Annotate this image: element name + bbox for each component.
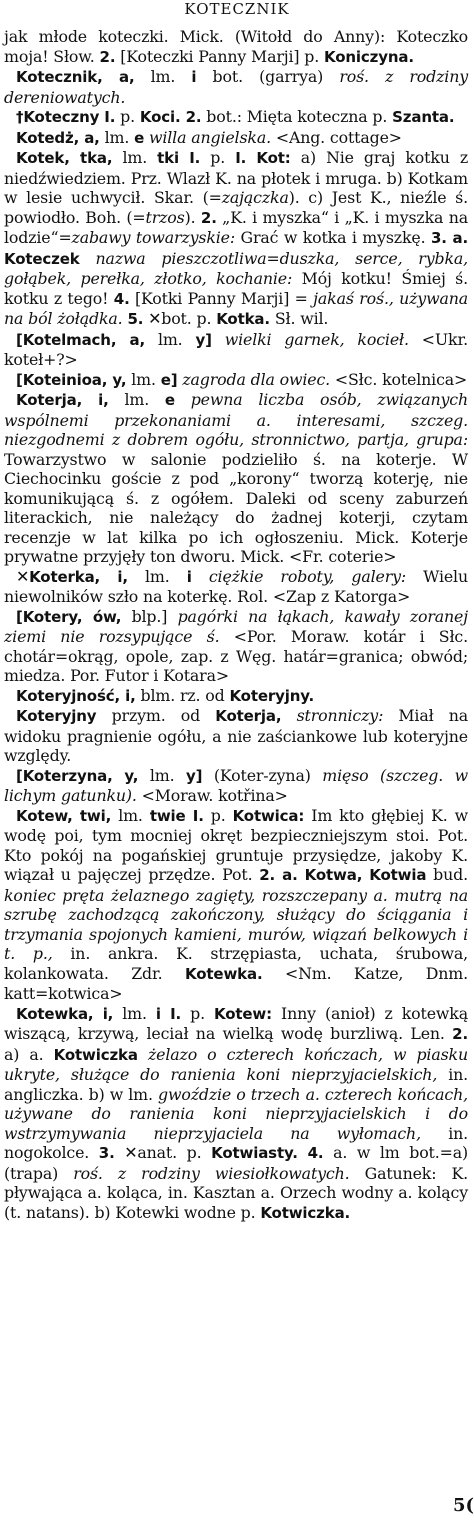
page-header: KOTECZNIK: [184, 0, 290, 18]
dictionary-entry: [Kotelmach, a, lm. y] wielki garnek, kocieł. <Ukr. koteł+?>: [4, 329, 468, 369]
dictionary-entry: [Kotery, ów, blp.] pagórki na łąkach, kawały zoranej ziemi nie rozsypujące ś. <Por. Moraw. kotár i Słc. chotár=okrąg, opole, zap. z Węg. határ=granica; obwód; miedza. Por. Futor i Kotara>: [4, 606, 468, 685]
dictionary-entry: jak młode koteczki. Mick. (Witołd do Anny): Koteczko moja! Słow. 2. [Koteczki Panny Marji] p. Koniczyna.: [4, 27, 468, 66]
dictionary-entry: Koteryjność, i, blm. rz. od Koteryjny.: [16, 685, 315, 705]
dictionary-entry: Kotek, tka, lm. tki I. p. I. Kot: a) Nie graj kotku z niedźwiedziem. Prz. Wlazł K. na płotek i mruga. b) Kotkam w lesie uchwycił. Skar. (=zajączka). c) Jest K., nieźle ś. powiodło. Boh. (=trzos). 2. „K. i myszka“ i „K. i myszka na lodzie“=zabawy towarzyskie: Grać w kotka i myszkę. 3. a. Koteczek nazwa pieszczotliwa=duszka, serce, rybka, gołąbek, perełka, złotko, kochanie: Mój kotku! Śmiej ś. kotku z tego! 4. [Kotki Panny Marji] = jakaś roś., używana na ból żołądka. 5. ✕bot. p. Kotka. Sł. wil.: [4, 148, 469, 328]
dictionary-entry: Kotecznik, a, lm. i bot. (garrya) roś. z rodziny dereniowatych.: [4, 67, 468, 107]
dictionary-entry: Koteryjny przym. od Koterja, stronniczy: Miał na widoku pragnienie ogółu, a nie zaściankowe lub koteryjne względy.: [4, 706, 469, 765]
dictionary-column: [4, 27, 468, 1223]
dictionary-entry: Kotedż, a, lm. e willa angielska. <Ang. cottage>: [16, 127, 402, 147]
dictionary-entry: Kotewka, i, lm. i I. p. Kotew: Inny (anioł) z kotewką wiszącą, krzywą, leciał na wielką wodę burzliwą. Len. 2. a) a. Kotwiczka żelazo o czterech kończach, w piasku ukryte, służące do ranienia koni nieprzyjacielskich, in. angliczka. b) w lm. gwoździe o trzech a. czterech końcach, używane do ranienia koni nieprzyjacielskich i do wstrzymywania nieprzyjaciela na wyłomach, in. nogokolce. 3. ✕anat. p. Kotwiasty. 4. a. w lm bot.=a) (trapa) roś. z rodziny wiesiołkowatych. Gatunek: K. pływająca a. koląca, in. Kasztan a. Orzech wodny a. kolący (t. natans). b) Kotewki wodne p. Kotwiczka.: [4, 1003, 469, 1222]
dictionary-entry: †Koteczny I. p. Koci. 2. bot.: Mięta koteczna p. Szanta.: [16, 107, 455, 126]
dictionary-entry: Kotew, twi, lm. twie I. p. Kotwica: Im kto głębiej K. w wodę poi, tym mocniej okręt bezpieczniejszym stoi. Pot. Kto pokój na pogańskiej gruntuje przysiędze, jakoby K. wiązał u pajęczej przędze. Pot. 2. a. Kotwa, Kotwia bud. koniec pręta żelaznego zagięty, rozszczepany a. mutrą na szrubę zachodzącą zakończony, służący do ściągania i trzymania spojonych kamieni, murów, wiązań belkowych i t. p., in. ankra. K. strzępiasta, uchata, śrubowa, kolankowata. Zdr. Kotewka. <Nm. Katze, Dnm. katt=kotwica>: [4, 805, 469, 1003]
dictionary-entry: [Koterzyna, y, lm. y] (Koter-zyna) mięso (szczeg. w lichym gatunku). <Moraw. kotřina>: [4, 765, 468, 805]
page-number: 5(: [452, 1495, 474, 1516]
dictionary-entry: [Koteinioa, y, lm. e] zagroda dla owiec. <Słc. kotelnica>: [16, 369, 468, 389]
dictionary-entry: ✕Koterka, i, lm. i ciężkie roboty, galery: Wielu niewolników szło na koterkę. Rol. <Zap z Katorga>: [4, 566, 468, 606]
dictionary-entry: Koterja, i, lm. e pewna liczba osób, związanych wspólnemi przekonaniami a. interesami, szczeg. niezgodnemi z dobrem ogółu, stronnictwo, partja, grupa: Towarzystwo w salonie podzieliło ś. na koterje. W Ciechocinku goście z pod „korony“ tworzą koterję, nie komunikującą ś. z ogółem. Daleki od sceny zaburzeń literackich, nie należący do żadnej koterji, czytam recenzje w lat kilka po ich ogłoszeniu. Mick. Koterje prywatne przyjęły ton dworu. Mick. <Fr. coterie>: [4, 390, 468, 566]
